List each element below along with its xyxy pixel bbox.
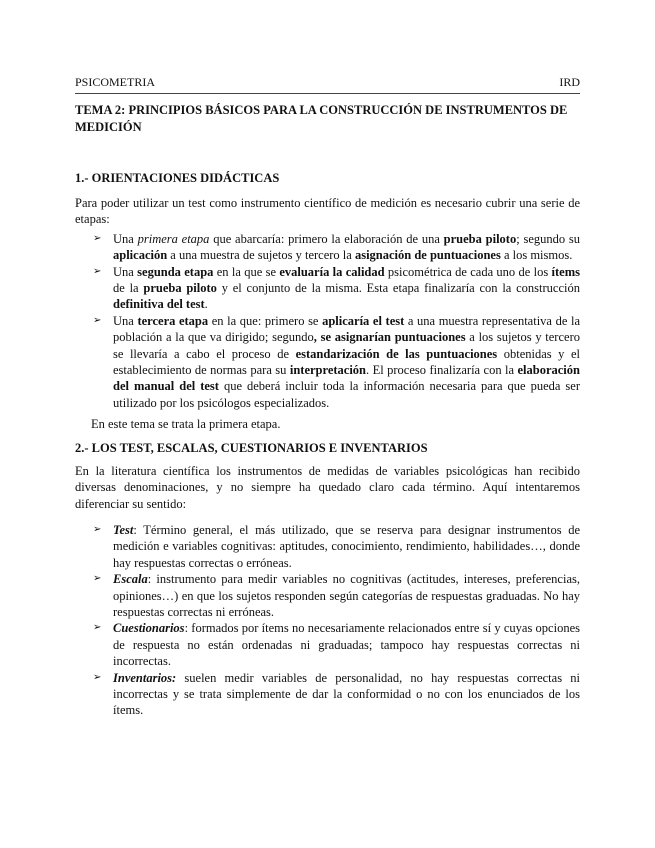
arrow-bullet-icon: ➢	[93, 573, 102, 585]
arrow-bullet-icon: ➢	[93, 671, 102, 683]
header-subject: PSICOMETRIA	[75, 75, 156, 89]
section-2-intro: En la literatura científica los instrumentos de medidas de variables psicológicas han recibido diversas denominaciones, y no siempre ha quedado claro cada término. Aquí intentaremos diferenciar su sentido:	[75, 463, 580, 511]
list-item-cuestionarios: ➢ Cuestionarios: formados por ítems no necesariamente relacionados entre sí y cuyas opciones de respuesta no están ordenadas ni graduadas; tampoco hay respuestas correctas ni incorrectas.	[93, 621, 580, 669]
arrow-bullet-icon: ➢	[93, 523, 102, 535]
arrow-bullet-icon: ➢	[93, 232, 102, 244]
list-item-escala: ➢ Escala: instrumento para medir variables no cognitivas (actitudes, intereses, preferencias, opiniones…) en que los sujetos responden según categorías de respuestas graduadas. No hay respuestas correctas ni erróneas.	[93, 572, 580, 619]
list-item-test: ➢ Test: Término general, el más utilizado, que se reserva para designar instrumentos de medición e variables cognitivas: aptitudes, conocimiento, rendimiento, habilidades…, donde hay respuestas correctas o erróneas.	[93, 522, 580, 570]
list-item-stage-1: ➢ Una primera etapa que abarcaría: primero la elaboración de una prueba piloto; segundo su aplicación a una muestra de sujetos y tercero la asignación de puntuaciones a los mismos.	[93, 231, 581, 263]
term-inventarios: Inventarios:	[113, 670, 177, 685]
section-2-heading: 2.- LOS TEST, ESCALAS, CUESTIONARIOS E INVENTARIOS	[75, 440, 428, 455]
section-1-intro: Para poder utilizar un test como instrumento científico de medición es necesario cubrir una serie de etapas:	[75, 196, 580, 227]
term-escala: Escala	[113, 572, 148, 587]
header-initials: IRD	[559, 75, 580, 89]
term-cuestionarios: Cuestionarios	[113, 621, 185, 636]
list-item-stage-3: ➢ Una tercera etapa en la que: primero se aplicaría el test a una muestra representativa de la población a la que va dirigido; segundo, se asignarían puntuaciones a los sujetos y tercero se llevaría a cabo el proceso de estandarización de las puntuaciones obtenidas y el establecimiento de normas para su interpretación. El proceso finalizaría con la elaboración del manual del test que deberá incluir toda la información necesaria para que pueda ser utilizado por los psicólogos especializados.	[93, 313, 580, 410]
section-1-list	[75, 231, 580, 411]
section-1-closing: En este tema se trata la primera etapa.	[91, 417, 281, 432]
document-title: TEMA 2: PRINCIPIOS BÁSICOS PARA LA CONSTRUCCIÓN DE INSTRUMENTOS DE MEDICIÓN	[75, 103, 568, 134]
page-header	[75, 75, 580, 94]
section-1-heading: 1.- ORIENTACIONES DIDÁCTICAS	[75, 171, 280, 185]
term-test: Test	[113, 522, 134, 537]
list-item-stage-2: ➢ Una segunda etapa en la que se evaluaría la calidad psicométrica de cada uno de los ítems de la prueba piloto y el conjunto de la misma. Esta etapa finalizaría con la construcción definitiva del test.	[93, 264, 581, 312]
arrow-bullet-icon: ➢	[93, 265, 102, 277]
list-item-inventarios: ➢ Inventarios: suelen medir variables de personalidad, no hay respuestas correctas ni incorrectas y se trata simplemente de dar la conformidad o no con los enunciados de los ítems.	[93, 670, 580, 718]
document-page	[75, 75, 580, 719]
arrow-bullet-icon: ➢	[93, 314, 102, 326]
arrow-bullet-icon: ➢	[93, 622, 102, 634]
section-2-list	[75, 522, 580, 719]
